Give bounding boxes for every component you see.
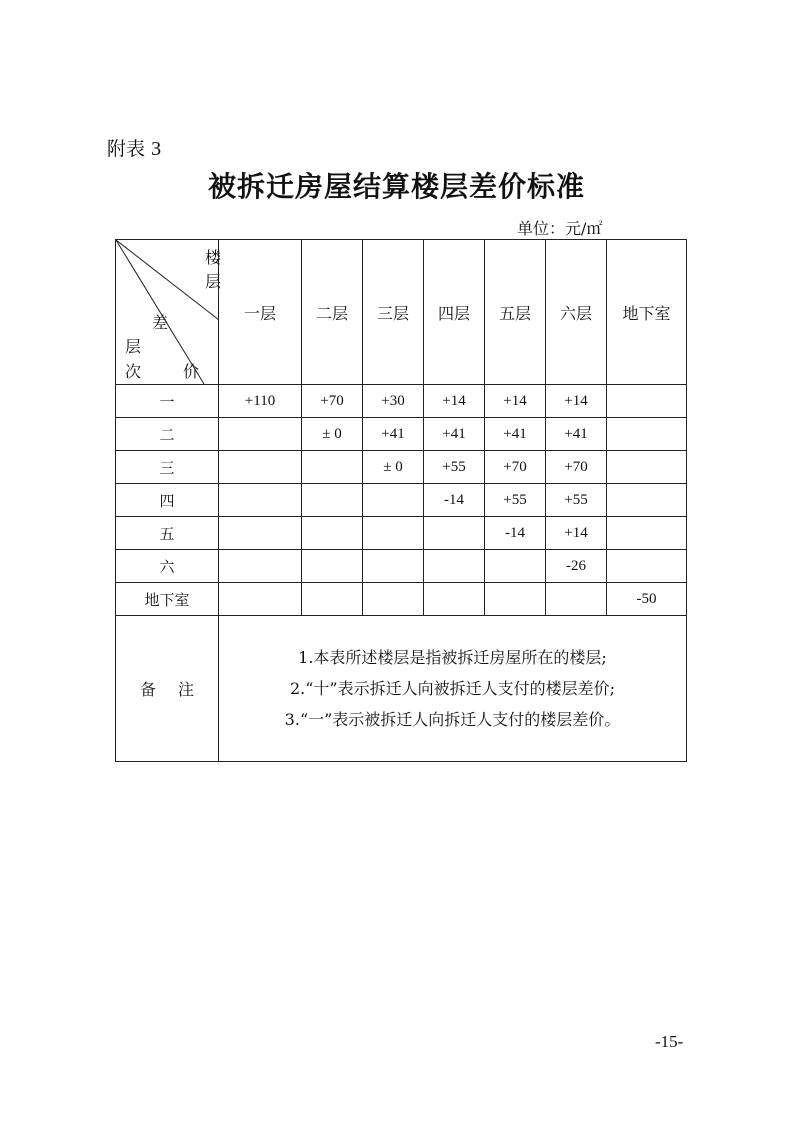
- row-label: 地下室: [116, 583, 219, 616]
- appendix-number: 3: [151, 138, 162, 160]
- table-cell: [546, 583, 607, 616]
- table-cell: [485, 583, 546, 616]
- row-label: 二: [116, 418, 219, 451]
- table-row: [116, 451, 687, 484]
- table-row: [116, 583, 687, 616]
- table-cell: +41: [485, 418, 546, 451]
- remark-line: 2.“十”表示拆迁人向被拆迁人支付的楼层差价;: [289, 679, 616, 698]
- corner-label-level: 层: [125, 337, 142, 356]
- table-cell: +55: [485, 484, 546, 517]
- column-header: 地下室: [607, 240, 687, 385]
- table-cell: -50: [607, 583, 687, 616]
- table-row: [116, 550, 687, 583]
- table-cell: [219, 451, 302, 484]
- table-cell: [607, 484, 687, 517]
- table-cell: [424, 517, 485, 550]
- page-title: 被拆迁房屋结算楼层差价标准: [207, 170, 585, 203]
- table-cell: [302, 583, 363, 616]
- table-cell: [607, 385, 687, 418]
- table-cell: [607, 451, 687, 484]
- table-cell: +41: [363, 418, 424, 451]
- table-cell: +110: [219, 385, 302, 418]
- table-cell: [607, 517, 687, 550]
- table-cell: [363, 517, 424, 550]
- table-cell: [363, 484, 424, 517]
- column-header: 二层: [302, 240, 363, 385]
- unit-note: 单位：元/㎡: [517, 219, 603, 238]
- table-cell: +55: [424, 451, 485, 484]
- table-cell: [607, 418, 687, 451]
- row-label: 六: [116, 550, 219, 583]
- column-header: 六层: [546, 240, 607, 385]
- remarks-cell: [219, 616, 687, 762]
- table-cell: [219, 484, 302, 517]
- column-header: 五层: [485, 240, 546, 385]
- remark-line: 3.“一”表示被拆迁人向拆迁人支付的楼层差价。: [284, 710, 621, 729]
- table-cell: ± 0: [363, 451, 424, 484]
- table-cell: +70: [546, 451, 607, 484]
- table-cell: +70: [302, 385, 363, 418]
- table-cell: +30: [363, 385, 424, 418]
- remarks-label: 备注: [139, 680, 216, 699]
- column-header: 一层: [219, 240, 302, 385]
- table-cell: [363, 583, 424, 616]
- table-cell: [424, 550, 485, 583]
- table-cell: ± 0: [302, 418, 363, 451]
- table-cell: [424, 583, 485, 616]
- table-cell: +41: [546, 418, 607, 451]
- corner-label-floor: 楼层: [204, 248, 221, 291]
- corner-label-price: 价: [183, 362, 200, 381]
- table-cell: +55: [546, 484, 607, 517]
- table-cell: +14: [546, 385, 607, 418]
- table-cell: +41: [424, 418, 485, 451]
- table-cell: [363, 550, 424, 583]
- row-label: 四: [116, 484, 219, 517]
- table-cell: +14: [424, 385, 485, 418]
- table-row: [116, 517, 687, 550]
- column-header: 三层: [363, 240, 424, 385]
- corner-label-difference: 差: [152, 313, 169, 332]
- corner-header-cell: [116, 240, 219, 385]
- row-label: 三: [116, 451, 219, 484]
- remarks-label-cell: [116, 616, 219, 762]
- table-row: [116, 385, 687, 418]
- table-cell: +70: [485, 451, 546, 484]
- page-number: -15-: [655, 1032, 684, 1051]
- table-row: [116, 484, 687, 517]
- table-cell: -14: [424, 484, 485, 517]
- corner-label-order: 次: [125, 362, 142, 381]
- appendix-prefix: 附表: [107, 138, 146, 160]
- table-cell: [302, 550, 363, 583]
- header-row: [116, 240, 687, 385]
- table-cell: [219, 550, 302, 583]
- table-cell: -14: [485, 517, 546, 550]
- table-row: [116, 418, 687, 451]
- remarks-row: [116, 616, 687, 762]
- table-cell: [219, 418, 302, 451]
- row-label: 一: [116, 385, 219, 418]
- table-cell: +14: [485, 385, 546, 418]
- table-cell: [485, 550, 546, 583]
- table-cell: -26: [546, 550, 607, 583]
- table-cell: [302, 517, 363, 550]
- table-cell: [219, 583, 302, 616]
- floor-price-table: [115, 239, 687, 762]
- table-cell: [302, 484, 363, 517]
- appendix-label: [107, 134, 161, 161]
- column-header: 四层: [424, 240, 485, 385]
- table-cell: [302, 451, 363, 484]
- remark-line: 1.本表所述楼层是指被拆迁房屋所在的楼层;: [298, 648, 607, 667]
- row-label: 五: [116, 517, 219, 550]
- table-cell: [607, 550, 687, 583]
- table-cell: [219, 517, 302, 550]
- table-cell: +14: [546, 517, 607, 550]
